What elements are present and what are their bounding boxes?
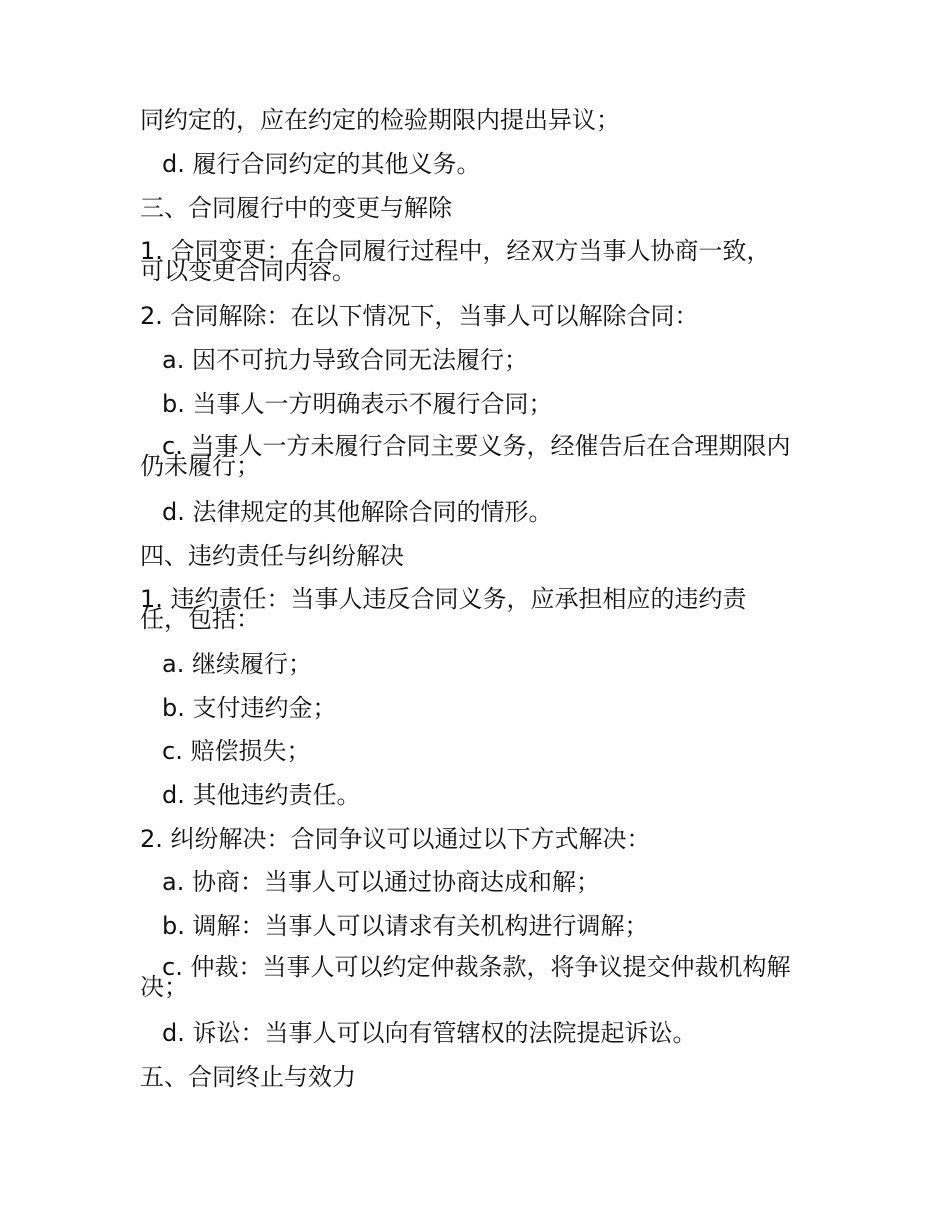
list-item: d. 履行合同约定的其他义务。 <box>162 150 481 178</box>
list-item: c. 仲裁：当事人可以约定仲裁条款，将争议提交仲裁机构解决； <box>140 953 791 1001</box>
list-item: d. 其他违约责任。 <box>162 781 361 809</box>
list-item: d. 法律规定的其他解除合同的情形。 <box>162 498 553 526</box>
list-item: b. 当事人一方明确表示不履行合同； <box>162 390 553 418</box>
list-item: 2. 纠纷解决：合同争议可以通过以下方式解决： <box>140 825 651 853</box>
list-item: a. 因不可抗力导致合同无法履行； <box>162 346 528 374</box>
list-item: a. 继续履行； <box>162 650 312 678</box>
list-item: d. 诉讼：当事人可以向有管辖权的法院提起诉讼。 <box>162 1019 697 1047</box>
list-item: a. 协商：当事人可以通过协商达成和解； <box>162 868 600 896</box>
section-heading: 四、违约责任与纠纷解决 <box>140 542 404 570</box>
list-item: c. 赔偿损失； <box>162 737 311 765</box>
section-heading: 五、合同终止与效力 <box>140 1063 356 1091</box>
list-item: 2. 合同解除：在以下情况下，当事人可以解除合同： <box>140 302 699 330</box>
list-item: 1. 违约责任：当事人违反合同义务，应承担相应的违约责任，包括： <box>140 585 747 633</box>
list-item: b. 调解：当事人可以请求有关机构进行调解； <box>162 912 649 940</box>
section-heading: 三、合同履行中的变更与解除 <box>140 194 452 222</box>
list-item: b. 支付违约金； <box>162 694 337 722</box>
list-item: c. 当事人一方未履行合同主要义务，经催告后在合理期限内仍未履行； <box>140 432 791 480</box>
list-item: 1. 合同变更：在合同履行过程中，经双方当事人协商一致，可以变更合同内容。 <box>140 237 771 285</box>
paragraph-line: 同约定的，应在约定的检验期限内提出异议； <box>140 106 620 134</box>
